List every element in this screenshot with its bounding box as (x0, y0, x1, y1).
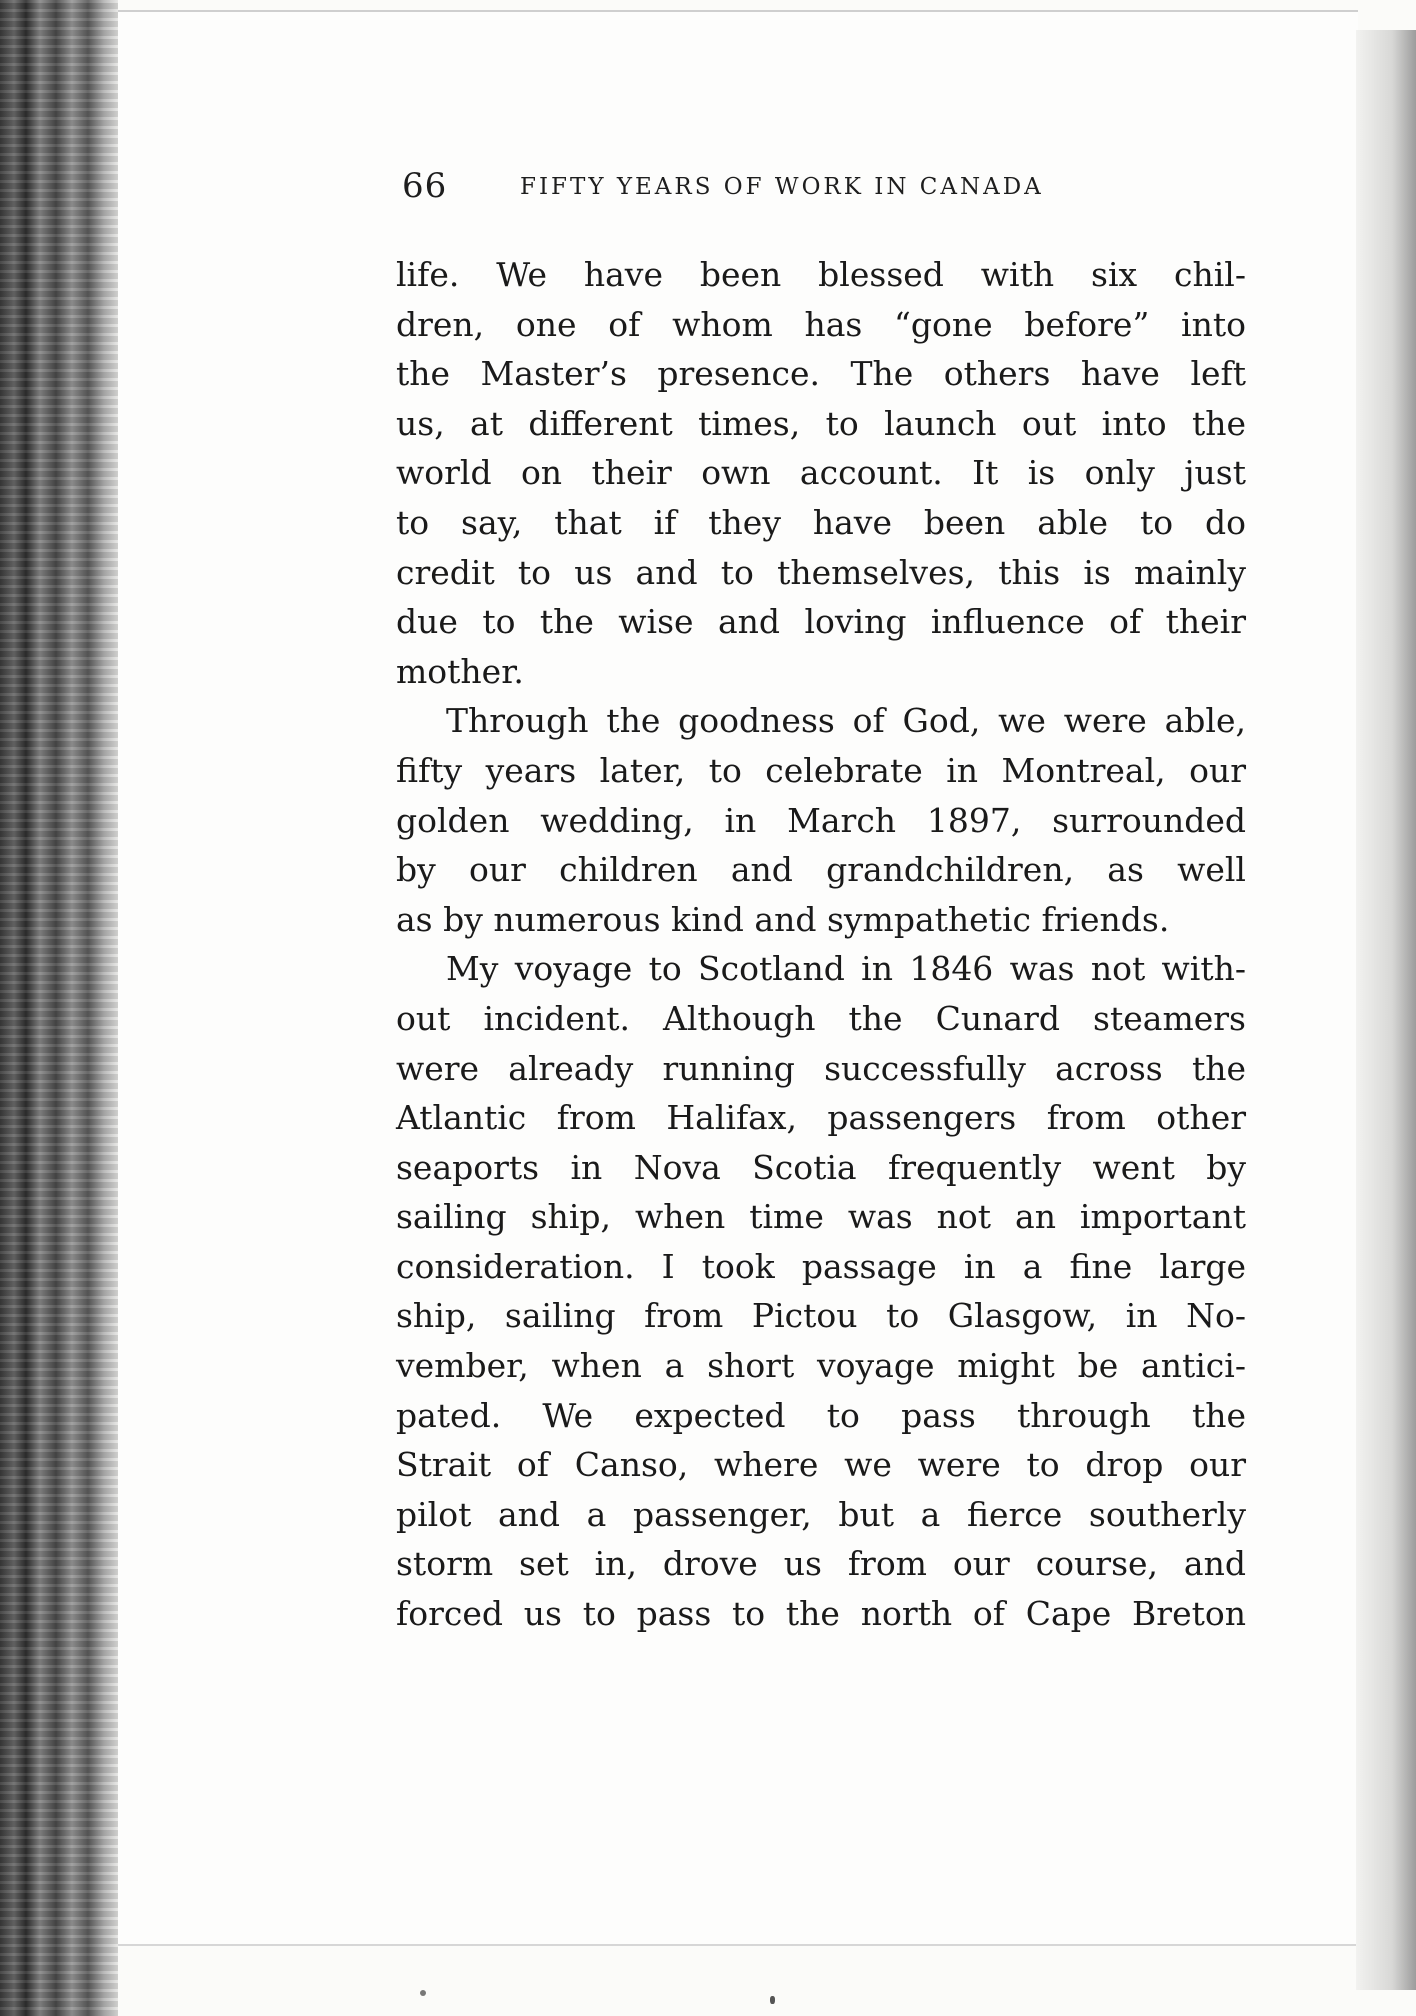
scan-speck (770, 1996, 775, 2004)
text-line: forced us to pass to the north of Cape Breton (396, 1594, 1246, 1634)
text-line: credit to us and to themselves, this is mainly (396, 552, 1246, 592)
text-line: were already running successfully across the (396, 1048, 1246, 1088)
text-line: as by numerous kind and sympathetic friends. (396, 899, 1170, 939)
text-line: Strait of Canso, where we were to drop our (396, 1445, 1246, 1485)
body-text (396, 250, 1246, 1639)
text-line: pated. We expected to pass through the (396, 1395, 1246, 1435)
page-number: 66 (402, 166, 448, 206)
text-line: us, at different times, to launch out into the (396, 403, 1246, 443)
page-right-edge (1356, 30, 1416, 1990)
text-line: ship, sailing from Pictou to Glasgow, in No- (396, 1296, 1246, 1336)
running-head-title: FIFTY YEARS OF WORK IN CANADA (520, 174, 1044, 200)
page-bottom-edge (118, 1944, 1358, 1946)
text-line: vember, when a short voyage might be antici- (396, 1346, 1246, 1386)
scan-speck (420, 1990, 426, 1996)
text-line: by our children and grandchildren, as well (396, 850, 1246, 890)
text-line: sailing ship, when time was not an important (396, 1197, 1246, 1237)
text-line: golden wedding, in March 1897, surrounded (396, 800, 1246, 840)
text-line: life. We have been blessed with six chil- (396, 255, 1246, 294)
text-line: seaports in Nova Scotia frequently went by (396, 1147, 1246, 1187)
text-line: fifty years later, to celebrate in Montreal, our (396, 750, 1246, 790)
paragraph-start-line: Through the goodness of God, we were able, (446, 701, 1246, 741)
text-line: Atlantic from Halifax, passengers from other (396, 1098, 1246, 1138)
text-line: to say, that if they have been able to do (396, 502, 1246, 542)
text-line: world on their own account. It is only just (396, 453, 1246, 493)
text-line: due to the wise and loving influence of their (396, 602, 1246, 642)
text-line: out incident. Although the Cunard steamers (396, 998, 1246, 1038)
text-line: dren, one of whom has “gone before” into (396, 304, 1246, 344)
text-line: pilot and a passenger, but a fierce southerly (396, 1494, 1246, 1534)
paragraph-start-line: My voyage to Scotland in 1846 was not with- (446, 949, 1246, 989)
running-head (284, 166, 1284, 216)
text-line: the Master’s presence. The others have left (396, 354, 1246, 394)
text-line: consideration. I took passage in a fine large (396, 1246, 1246, 1286)
text-line: mother. (396, 651, 524, 691)
spine-texture (0, 0, 118, 2016)
text-line: storm set in, drove us from our course, and (396, 1544, 1246, 1584)
